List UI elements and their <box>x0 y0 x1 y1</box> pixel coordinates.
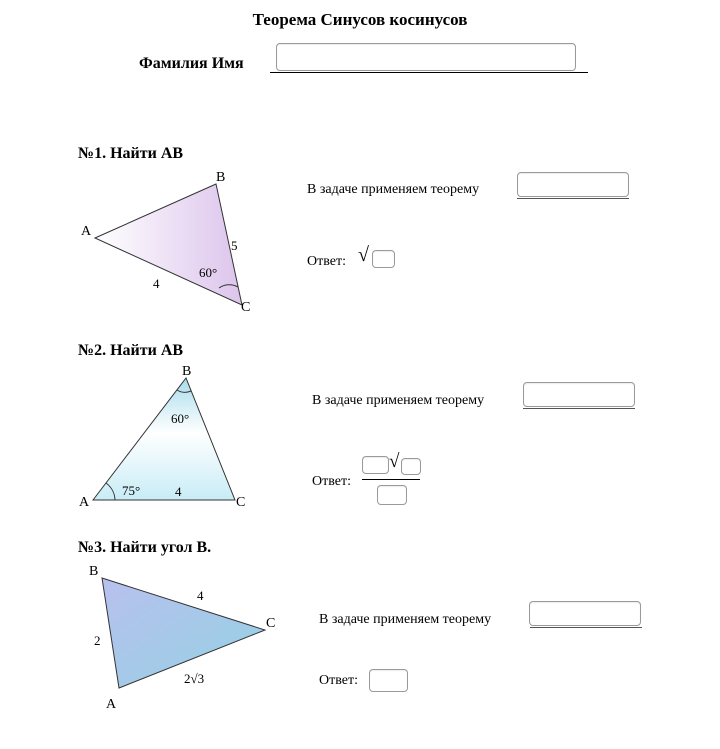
task2-theorem-input[interactable] <box>523 382 635 407</box>
task2-fraction-bar <box>362 479 420 480</box>
task2-side-ac: 4 <box>175 484 182 499</box>
task1-heading: №1. Найти АВ <box>78 145 184 162</box>
task1-vertex-b: B <box>216 170 226 185</box>
task2-vertex-a: A <box>79 495 90 510</box>
task2-theorem-underline <box>523 408 635 409</box>
task1-side-ac: 4 <box>153 276 160 291</box>
task3-vertex-a: A <box>106 697 117 712</box>
task1-answer-label: Ответ: <box>307 254 346 269</box>
task3-answer-input[interactable] <box>369 669 408 692</box>
task1-answer-input[interactable] <box>372 250 395 268</box>
page-title: Теорема Синусов косинусов <box>252 10 468 29</box>
task3-heading: №3. Найти угол В. <box>78 539 212 556</box>
task3-apply-text: В задаче применяем теорему <box>319 612 492 627</box>
task2-answer-label: Ответ: <box>312 474 351 489</box>
task2-angle-b: 60° <box>171 411 190 426</box>
name-underline <box>270 72 588 73</box>
task1-sqrt-symbol: √ <box>358 244 369 266</box>
task2-heading: №2. Найти АВ <box>78 342 184 359</box>
task2-angle-a: 75° <box>122 483 141 498</box>
task3-triangle-figure <box>85 558 285 713</box>
task2-vertex-b: B <box>182 364 192 379</box>
task3-theorem-underline <box>530 627 642 628</box>
task1-angle-c: 60° <box>199 265 218 280</box>
task3-vertex-c: C <box>266 616 276 631</box>
task1-vertex-a: A <box>81 224 92 239</box>
task1-vertex-c: C <box>241 300 251 315</box>
task1-theorem-input[interactable] <box>517 172 629 197</box>
task2-triangle <box>93 378 235 500</box>
task2-denominator-input[interactable] <box>377 485 407 505</box>
task3-theorem-input[interactable] <box>529 601 641 626</box>
task3-answer-label: Ответ: <box>319 673 358 688</box>
task2-apply-text: В задаче применяем теорему <box>312 393 485 408</box>
task1-side-bc: 5 <box>231 238 238 253</box>
task3-side-ac: 2√3 <box>184 671 205 686</box>
task2-vertex-c: C <box>236 495 246 510</box>
task1-triangle-figure <box>70 165 270 315</box>
name-label: Фамилия Имя <box>139 55 244 72</box>
task3-side-bc: 4 <box>197 588 204 603</box>
task1-theorem-underline <box>517 198 629 199</box>
task2-sqrt-symbol: √ <box>389 451 400 472</box>
task3-vertex-b: B <box>89 564 99 579</box>
task1-apply-text: В задаче применяем теорему <box>307 182 480 197</box>
task2-radicand-input[interactable] <box>401 458 421 475</box>
name-input[interactable] <box>276 43 576 71</box>
task2-numerator-input[interactable] <box>362 456 389 474</box>
task3-side-ab: 2 <box>94 633 101 648</box>
task2-triangle-figure <box>75 362 255 512</box>
